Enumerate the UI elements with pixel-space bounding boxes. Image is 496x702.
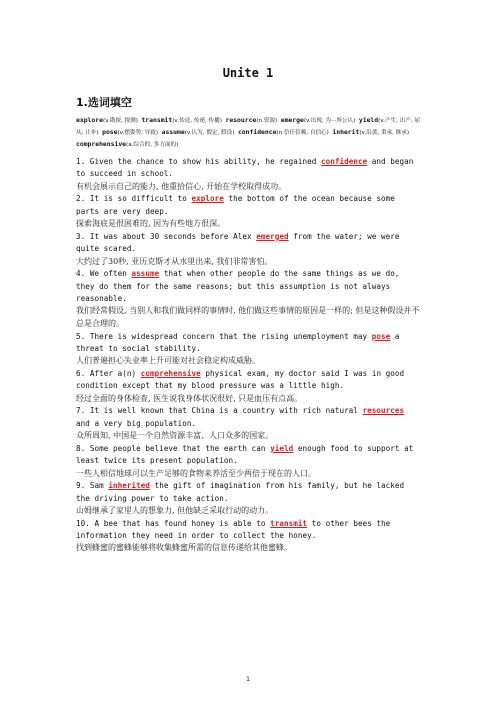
wordbank-entry: transmit(v.传送, 传递, 传播) xyxy=(141,116,222,124)
answer-blank: emerged xyxy=(256,231,289,241)
wordbank-entry: emerge(v.出现, 为···所公认) xyxy=(280,116,356,124)
answer-blank: resources xyxy=(362,406,405,416)
wordbank-entry: confidence(n.信任信赖, 自信心) xyxy=(237,128,329,136)
answer-blank: transmit xyxy=(270,518,308,528)
exercise-item xyxy=(76,156,422,193)
wordbank-entry: inherit(v.沿袭, 秉承, 继承) xyxy=(332,128,410,136)
english-sentence: 9. Sam inherited the gift of imagination from his family, but he lacked the driving power to take action. xyxy=(76,481,405,503)
wordbank-entry: assume(v.认为, 假定, 假设) xyxy=(161,128,235,136)
exercise-item xyxy=(76,231,422,268)
exercise-item xyxy=(76,480,422,517)
chinese-translation: 我们经常假设, 当别人和我们做同样的事情时, 他们做这些事情的原因是一样的; 但是这种假设并不总是合理的。 xyxy=(76,306,420,329)
wordbank-entry: pose(v.摆姿势, 导致) xyxy=(102,128,159,136)
answer-blank: explore xyxy=(191,194,224,204)
chinese-translation: 一些人相信地球可以生产足够的食物来养活至少两倍于现在的人口。 xyxy=(76,468,316,478)
chinese-translation: 众所周知, 中国是一个自然资源丰富、人口众多的国家。 xyxy=(76,431,274,441)
english-sentence: 4. We often assume that when other people do the same things as we do, they do them for the same reasons; but this assumption is not always reasonable. xyxy=(76,269,400,304)
chinese-translation: 大约过了30秒, 亚历克斯才从水里出来, 我们非常害怕。 xyxy=(76,256,273,266)
chinese-translation: 找到蜂蜜的蜜蜂能够将收集蜂蜜所需的信息传递给其他蜜蜂。 xyxy=(76,543,292,553)
answer-blank: inherited xyxy=(108,481,150,491)
english-sentence: 3. It was about 30 seconds before Alex emerged from the water; we were quite scared. xyxy=(76,231,400,254)
chinese-translation: 有机会展示自己的能力, 他重拾信心, 开始在学校取得成功。 xyxy=(76,181,287,191)
chinese-translation: 山姆继承了家里人的想象力, 但他缺乏采取行动的动力。 xyxy=(76,506,274,516)
answer-blank: assume xyxy=(131,269,160,279)
answer-blank: yield xyxy=(270,443,294,453)
page-number: 1 xyxy=(246,676,250,683)
exercise-item xyxy=(76,193,422,230)
english-sentence: 2. It is so difficult to explore the bottom of the ocean because some parts are very deep. xyxy=(76,194,395,216)
exercise-list xyxy=(76,156,422,555)
word-bank xyxy=(76,115,422,151)
answer-blank: confidence xyxy=(320,157,368,166)
wordbank-entry: yield(v.产生, 出产, 屈从, 让步) xyxy=(76,116,421,136)
english-sentence: 5. There is widespread concern that the rising unemployment may pose a threat to social stability. xyxy=(76,331,400,354)
exercise-item xyxy=(76,331,422,368)
wordbank-entry: resource(n.资源) xyxy=(225,116,278,124)
english-sentence: 7. It is well known that China is a country with rich natural resources and a very big population. xyxy=(76,406,405,428)
exercise-item xyxy=(76,443,422,480)
exercise-item xyxy=(76,268,422,330)
document-title: Unite 1 xyxy=(222,66,274,80)
wordbank-entry: explore(v.勘探, 探测) xyxy=(76,116,138,124)
answer-blank: comprehensive xyxy=(140,369,201,379)
section-heading: 1.选词填空 xyxy=(76,96,132,109)
answer-blank: pose xyxy=(371,331,391,341)
exercise-item xyxy=(76,405,422,442)
chinese-translation: 人们普遍担心失业率上升可能对社会稳定构成威胁。 xyxy=(76,356,260,366)
english-sentence: 10. A bee that has found honey is able to transmit to other bees the information they need in order to collect the honey. xyxy=(76,518,391,541)
english-sentence: 1. Given the chance to show his ability, he regained confidence and began to succeed in school. xyxy=(76,157,414,179)
chinese-translation: 经过全面的身体检查, 医生说我身体状况很好, 只是血压有点高。 xyxy=(76,393,303,403)
chinese-translation: 探索海底是很困难的, 因为有些地方很深。 xyxy=(76,219,226,229)
wordbank-entry: comprehensive(a.综合的, 多方面的) xyxy=(76,140,179,148)
english-sentence: 8. Some people believe that the earth can yield enough food to support at least twice its present population. xyxy=(76,443,414,466)
exercise-item xyxy=(76,518,422,555)
exercise-item xyxy=(76,368,422,405)
english-sentence: 6. After a(n) comprehensive physical exam, my doctor said I was in good condition except that my blood pressure was a little high. xyxy=(76,369,405,391)
